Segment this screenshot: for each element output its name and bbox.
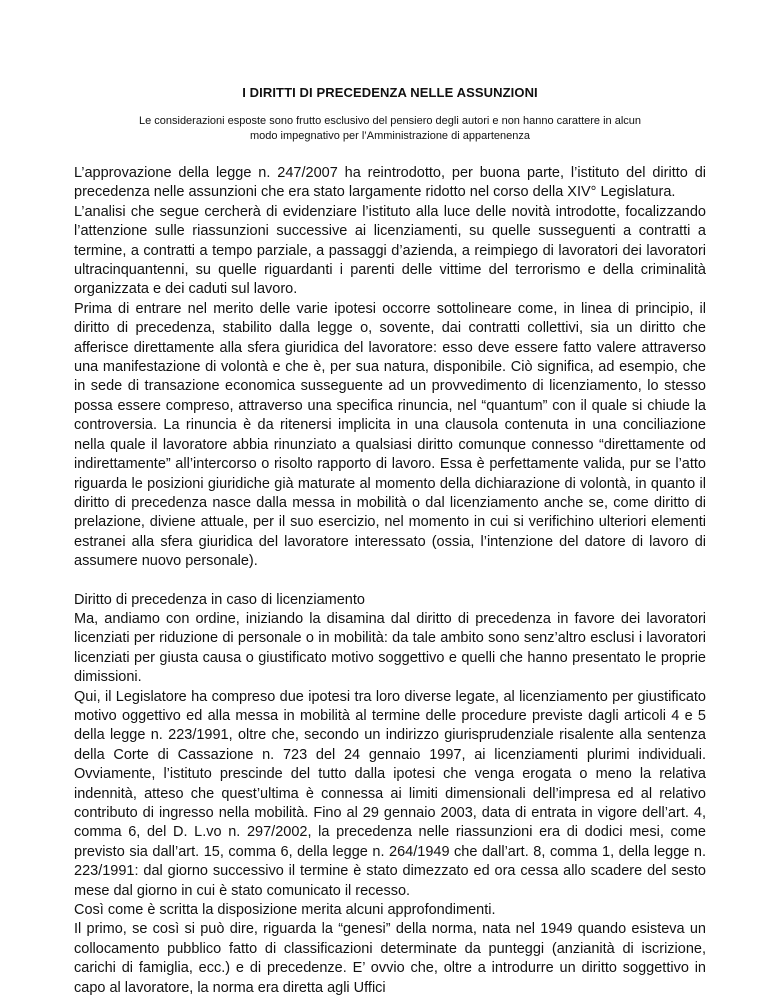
section-heading: Diritto di precedenza in caso di licenziamento [74,591,365,608]
disclaimer-line: modo impegnativo per l’Amministrazione di appartenenza [249,130,531,142]
disclaimer-line: Le considerazioni esposte sono frutto esclusivo del pensiero degli autori e non hanno carattere in alcun [138,115,642,127]
body-paragraph: Così come è scritta la disposizione merita alcuni approfondimenti. [74,902,496,919]
paragraph-gap [74,572,706,591]
document-title: I DIRITTI DI PRECEDENZA NELLE ASSUNZIONI [242,85,538,100]
body-paragraph: Ma, andiamo con ordine, iniziando la disamina dal diritto di precedenza in favore dei lavoratori licenziati per riduzione di personale o in mobilità: da tale ambito sono senz’altro esclusi i lavoratori licenziati per giusta causa o giustificato motivo soggettivo e quelli che hanno presentato le proprie dimissioni. [74,610,706,686]
document-body [74,164,706,998]
body-paragraph: Prima di entrare nel merito delle varie ipotesi occorre sottolineare come, in linea di principio, il diritto di precedenza, stabilito dalla legge o, sovente, dai contratti collettivi, sia un diritto che afferisce direttamente alla sfera giuridica del lavoratore: esso deve essere fatto valere attraverso una manifestazione di volontà e che è, per sua natura, disponibile. Ciò significa, ad esempio, che in sede di transazione economica susseguente ad un provvedimento di licenziamento, lo stesso possa essere compreso, attraverso una specifica rinuncia, nel “quantum” con il quale si chiude la controversia. La rinuncia è da ritenersi implicita in una clausola contenuta in una conciliazione nella quale il lavoratore abbia rinunziato a qualsiasi diritto comunque connesso “direttamente od indirettamente” all’intercorso o risolto rapporto di lavoro. Essa è perfettamente valida, pur se l’atto riguarda le posizioni giuridiche già maturate al momento della dichiarazione di volontà, in quanto il diritto di precedenza nasce dalla messa in mobilità o dal licenziamento anche se, come diritto di prelazione, diviene attuale, per il suo esercizio, nel momento in cui si verifichino ulteriori elementi estranei alla sfera giuridica del lavoratore interessato (ossia, l’intenzione del datore di lavoro di assumere nuovo personale). [74,300,706,570]
disclaimer-note [106,114,674,144]
body-paragraph: Qui, il Legislatore ha compreso due ipotesi tra loro diverse legate, al licenziamento per giustificato motivo oggettivo ed alla messa in mobilità al termine delle procedure previste dagli articoli 4 e 5 della legge n. 223/1991, oltre che, secondo un indirizzo giurisprudenziale risalente alla sentenza della Corte di Cassazione n. 723 del 24 gennaio 1997, ai licenziamenti plurimi individuali. Ovviamente, l’istituto prescinde del tutto dalla ipotesi che venga erogata o meno la relativa indennità, atteso che quest’ultima è connessa ai limiti dimensionali dell’impresa ed al relativo contributo di ingresso nella mobilità. Fino al 29 gennaio 2003, data di entrata in vigore dell’art. 4, comma 6, del D. L.vo n. 297/2002, la precedenza nelle riassunzioni era di dodici mesi, come previsto sia dall’art. 15, comma 6, della legge n. 264/1949 che dall’art. 8, comma 1, della legge n. 223/1991: dal giorno successivo il termine è stato dimezzato ed ora cessa allo scadere del sesto mese dal giorno in cui è stato comunicato il recesso. [74,688,706,899]
body-paragraph: L’analisi che segue cercherà di evidenziare l’istituto alla luce delle novità introdotte, focalizzando l’attenzione sulle riassunzioni successive ai licenziamenti, su quelle susseguenti a contratti a termine, a contratti a tempo parziale, a passaggi d’azienda, a reimpiego di lavoratori dei lavoratori ultracinquantenni, su quelle riguardanti i parenti delle vittime del terrorismo e della criminalità organizzata e dei caduti sul lavoro. [74,203,706,298]
body-paragraph: Il primo, se così si può dire, riguarda la “genesi” della norma, nata nel 1949 quando esisteva un collocamento pubblico fatto di classificazioni determinate da punteggi (anzianità di iscrizione, carichi di famiglia, ecc.) e di precedenze. E’ ovvio che, oltre a introdurre un diritto soggettivo in capo al lavoratore, la norma era diretta agli Uffici [74,921,706,996]
body-paragraph: L’approvazione della legge n. 247/2007 ha reintrodotto, per buona parte, l’istituto del diritto di precedenza nelle assunzioni che era stato largamente ridotto nel corso della XIV° Legislatura. [74,165,706,201]
